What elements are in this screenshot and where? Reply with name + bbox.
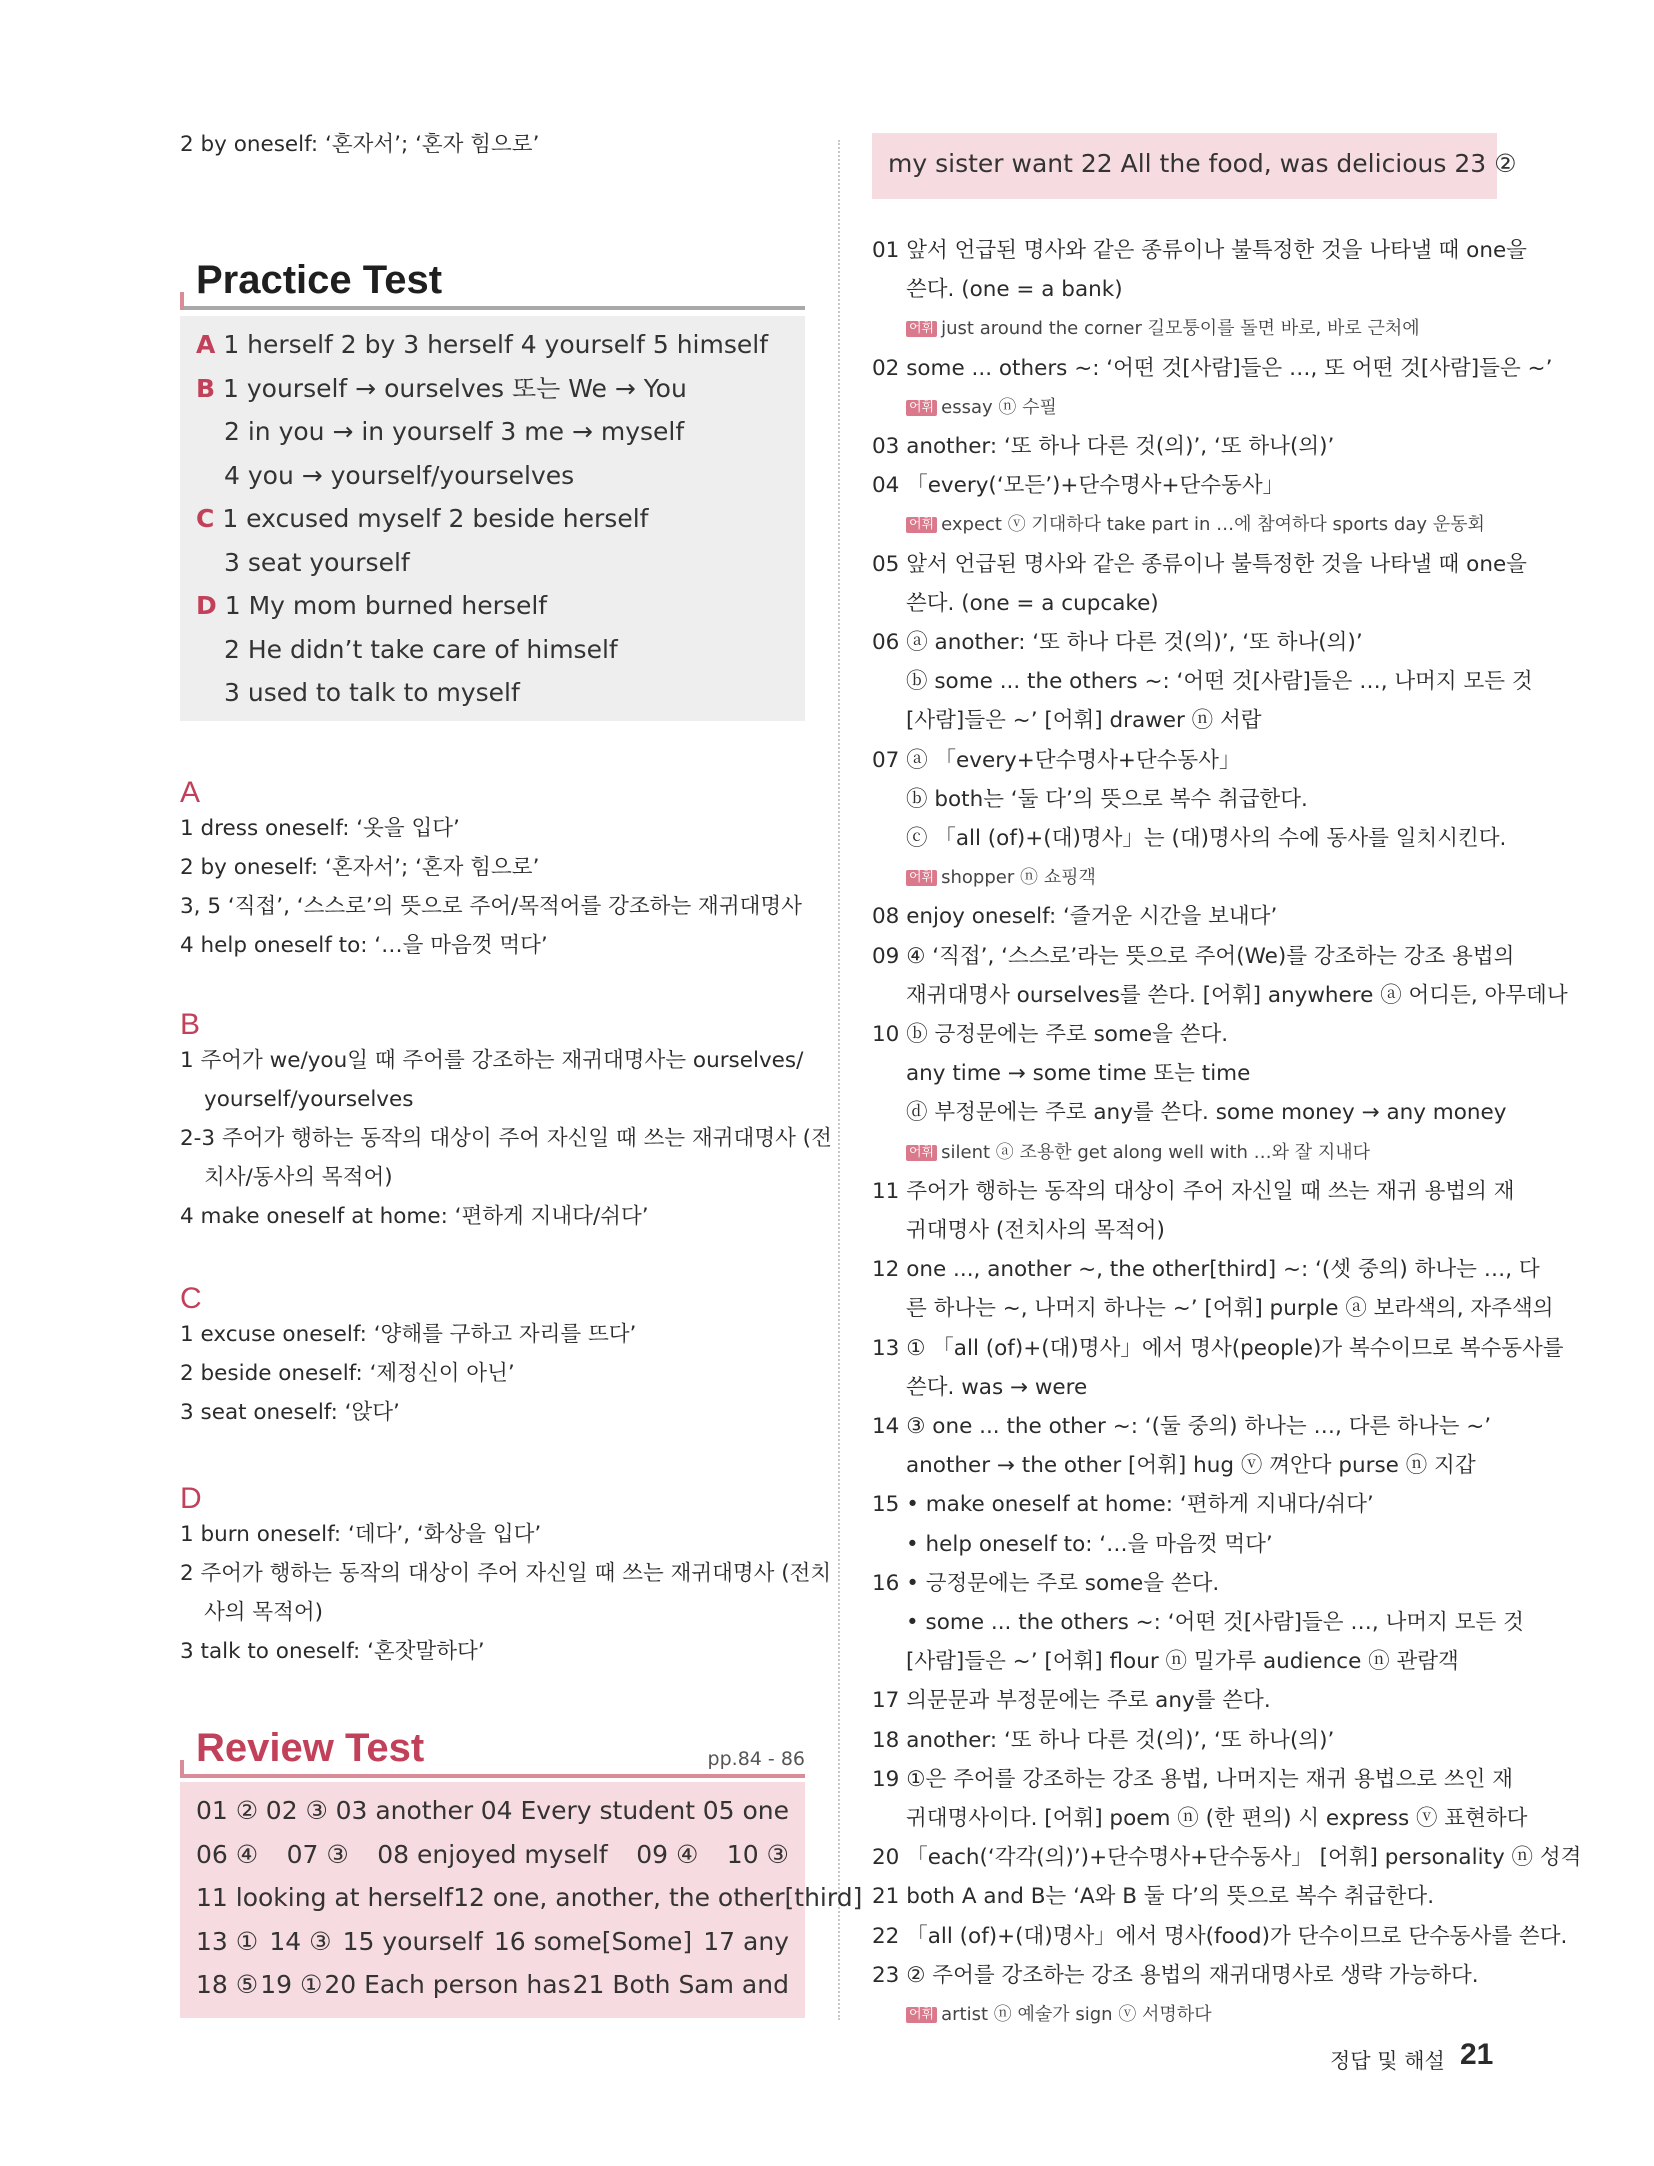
line-text: 22 「all (of)+(대)명사」에서 명사(food)가 단수이므로 단수동사를 쓴다. bbox=[872, 1923, 1568, 1949]
explanation-line bbox=[906, 1098, 1506, 1128]
review-answer: 06 ④ bbox=[196, 1839, 259, 1869]
practice-test-title: Practice Test bbox=[196, 258, 443, 302]
explanation-line bbox=[906, 667, 1533, 697]
practice-section-letter: A bbox=[196, 330, 216, 359]
explanation-line bbox=[906, 706, 1262, 736]
explanation-line: 3 talk to oneself: ‘혼잣말하다’ bbox=[180, 1639, 485, 1664]
column-divider bbox=[838, 140, 840, 2020]
vocab-badge: 어휘 bbox=[906, 870, 937, 886]
review-answer: 18 ⑤ bbox=[196, 1970, 259, 1999]
line-text: 06 ⓐ another: ‘또 하나 다른 것(의)’, ‘또 하나(의)’ bbox=[872, 630, 1363, 655]
explanation-line bbox=[906, 1804, 1527, 1834]
line-text: 11 주어가 행하는 동작의 대상이 주어 자신일 때 쓰는 재귀 용법의 재 bbox=[872, 1178, 1515, 1204]
review-title-corner bbox=[180, 1760, 184, 1778]
explanation-line bbox=[872, 1177, 1515, 1207]
explanation-line bbox=[906, 1373, 1087, 1403]
explanation-line: 1 burn oneself: ‘데다’, ‘화상을 입다’ bbox=[180, 1522, 542, 1547]
vocab-badge: 어휘 bbox=[906, 517, 937, 533]
practice-answer-text: 1 herself 2 by 3 herself 4 yourself 5 himself bbox=[223, 330, 769, 359]
explanation-line: yourself/yourselves bbox=[204, 1087, 414, 1112]
practice-answer-row bbox=[224, 633, 618, 667]
explanation-line bbox=[872, 902, 1277, 932]
review-answer: 16 some[Some] bbox=[493, 1926, 693, 1956]
practice-section-letter: C bbox=[196, 504, 215, 533]
explanation-line: 4 make oneself at home: ‘편하게 지내다/쉬다’ bbox=[180, 1204, 649, 1229]
line-text: 16 • 긍정문에는 주로 some을 쓴다. bbox=[872, 1570, 1220, 1596]
line-text: 04 「every(‘모든’)+단수명사+단수동사」 bbox=[872, 473, 1285, 499]
vocab-line bbox=[906, 863, 1096, 893]
line-text: 재귀대명사 ourselves를 쓴다. [어휘] anywhere ⓐ 어디든, 아무데나 bbox=[906, 982, 1568, 1008]
review-answer: 03 another bbox=[335, 1796, 474, 1825]
line-text: 20 「each(‘각각(의)’)+단수명사+단수동사」 [어휘] personality ⓝ 성격 bbox=[872, 1845, 1582, 1871]
review-answer-row bbox=[196, 1925, 789, 1959]
practice-answer-text: 2 He didn’t take care of himself bbox=[224, 634, 618, 664]
explanation-line: 1 dress oneself: ‘옷을 입다’ bbox=[180, 816, 460, 841]
review-answer: 02 ③ bbox=[265, 1796, 328, 1825]
line-text: 쓴다. was → were bbox=[906, 1374, 1088, 1400]
practice-answer-row bbox=[224, 459, 574, 493]
line-text: 귀대명사 (전치사의 목적어) bbox=[906, 1218, 1165, 1243]
vocab-line bbox=[906, 2000, 1212, 2030]
explanation-line bbox=[872, 354, 1552, 384]
explanation-line: 1 excuse oneself: ‘양해를 구하고 자리를 뜨다’ bbox=[180, 1322, 637, 1347]
vocab-line bbox=[906, 510, 1485, 540]
section-letter: A bbox=[180, 776, 201, 809]
line-text: 08 enjoy oneself: ‘즐거운 시간을 보내다’ bbox=[872, 904, 1278, 930]
review-page-range: pp.84 - 86 bbox=[707, 1748, 805, 1770]
line-text: ⓒ 「all (of)+(대)명사」는 (대)명사의 수에 동사를 일치시킨다. bbox=[906, 826, 1507, 851]
line-text: 13 ① 「all (of)+(대)명사」에서 명사(people)가 복수이므로 복수동사를 bbox=[872, 1335, 1564, 1361]
explanation-line: 3, 5 ‘직접’, ‘스스로’의 뜻으로 주어/목적어를 강조하는 재귀대명사 bbox=[180, 894, 802, 919]
practice-answer-row bbox=[224, 415, 684, 449]
explanation-line: 3 seat oneself: ‘앉다’ bbox=[180, 1400, 400, 1425]
vocab-line bbox=[906, 1138, 1370, 1168]
explanation-line bbox=[872, 1334, 1564, 1364]
review-answer: 12 one, another, the other[third] bbox=[453, 1883, 863, 1912]
line-text: ⓓ 부정문에는 주로 any를 쓴다. some money → any money bbox=[906, 1100, 1507, 1126]
explanation-line bbox=[906, 1530, 1273, 1560]
review-answer-row bbox=[196, 1881, 863, 1915]
review-answer: 07 ③ bbox=[286, 1839, 349, 1869]
vocab-badge: 어휘 bbox=[906, 321, 937, 337]
review-title-bar bbox=[180, 1774, 805, 1778]
line-text: 18 another: ‘또 하나 다른 것(의)’, ‘또 하나(의)’ bbox=[872, 1727, 1335, 1753]
line-text: 14 ③ one ... the other ~: ‘(둘 중의) 하나는 …, 다른 하나는 ~’ bbox=[872, 1414, 1492, 1439]
review-answer: 20 Each person has bbox=[324, 1970, 571, 1999]
explanation-line bbox=[906, 981, 1568, 1011]
explanation-line bbox=[906, 1294, 1554, 1324]
line-text: 른 하나는 ~, 나머지 하나는 ~’ [어휘] purple ⓐ 보라색의, 자주색의 bbox=[906, 1296, 1554, 1322]
line-text: ⓑ some ... the others ~: ‘어떤 것[사람]들은 …, 나머지 모든 것 bbox=[906, 669, 1533, 695]
explanation-line bbox=[872, 628, 1363, 658]
review-answer-row bbox=[196, 1838, 789, 1872]
line-text: 03 another: ‘또 하나 다른 것(의)’, ‘또 하나(의)’ bbox=[872, 434, 1335, 459]
practice-answer-row bbox=[196, 589, 547, 623]
explanation-line: 1 주어가 we/you일 때 주어를 강조하는 재귀대명사는 ourselves/ bbox=[180, 1048, 804, 1073]
practice-section-letter: B bbox=[196, 373, 216, 403]
review-answer: 19 ① bbox=[260, 1970, 323, 1999]
line-text: 12 one ..., another ~, the other[third] ~: ‘(셋 중의) 하나는 …, 다 bbox=[872, 1257, 1540, 1283]
line-text: 05 앞서 언급된 명사와 같은 종류이나 불특정한 것을 나타낼 때 one을 bbox=[872, 551, 1527, 577]
explanation-line bbox=[872, 1726, 1334, 1756]
practice-answer-row bbox=[196, 328, 768, 362]
explanation-line bbox=[872, 1490, 1374, 1520]
line-text: • some ... the others ~: ‘어떤 것[사람]들은 …, 나머지 모든 것 bbox=[906, 1610, 1524, 1635]
review-answer: 14 ③ bbox=[269, 1926, 332, 1956]
explanation-line bbox=[872, 1882, 1434, 1912]
line-text: 01 앞서 언급된 명사와 같은 종류이나 불특정한 것을 나타낼 때 one을 bbox=[872, 238, 1527, 263]
top-answer-text: my sister want 22 All the food, was delicious 23 ② bbox=[888, 149, 1517, 178]
explanation-line bbox=[872, 942, 1514, 972]
line-text: just around the corner 길모퉁이를 돌면 바로, 바로 근처에 bbox=[941, 318, 1420, 340]
review-answer: 13 ① bbox=[196, 1926, 259, 1956]
line-text: 귀대명사이다. [어휘] poem ⓝ (한 편의) 시 express ⓥ 표현하다 bbox=[906, 1806, 1528, 1831]
section-letter: D bbox=[180, 1482, 202, 1515]
vocab-badge: 어휘 bbox=[906, 2007, 937, 2023]
explanation-line bbox=[872, 746, 1240, 776]
practice-title-bar bbox=[180, 306, 805, 310]
line-text: silent ⓐ 조용한 get along well with …와 잘 지내다 bbox=[941, 1141, 1371, 1163]
line-text: ⓑ both는 ‘둘 다’의 뜻으로 복수 취급한다. bbox=[906, 786, 1308, 812]
line-text: 09 ④ ‘직접’, ‘스스로’라는 뜻으로 주어(We)를 강조하는 강조 용법의 bbox=[872, 943, 1515, 969]
line-text: artist ⓝ 예술가 sign ⓥ 서명하다 bbox=[941, 2004, 1212, 2025]
explanation-line bbox=[872, 1569, 1219, 1599]
review-test-title: Review Test bbox=[196, 1726, 425, 1770]
vocab-line bbox=[906, 393, 1057, 423]
explanation-line: 치사/동사의 목적어) bbox=[204, 1165, 393, 1190]
practice-section-letter: D bbox=[196, 591, 217, 620]
explanation-line: 4 help oneself to: ‘…을 마음껏 먹다’ bbox=[180, 933, 548, 958]
explanation-line bbox=[872, 1686, 1271, 1716]
line-text: 17 의문문과 부정문에는 주로 any를 쓴다. bbox=[872, 1688, 1271, 1714]
review-answer: 15 yourself bbox=[342, 1926, 483, 1956]
footer-label: 정답 및 해설 bbox=[1330, 2049, 1445, 2073]
explanation-line bbox=[906, 1608, 1524, 1638]
explanation-line bbox=[872, 1765, 1513, 1795]
review-answer-row bbox=[196, 1794, 789, 1828]
line-text: expect ⓥ 기대하다 take part in …에 참여하다 sports day 운동회 bbox=[941, 514, 1485, 536]
review-answer-row bbox=[196, 1968, 789, 2002]
line-text: shopper ⓝ 쇼핑객 bbox=[941, 867, 1096, 889]
explanation-line bbox=[906, 1451, 1476, 1481]
explanation-line bbox=[906, 1647, 1459, 1677]
explanation-line bbox=[872, 1843, 1581, 1873]
line-text: 15 • make oneself at home: ‘편하게 지내다/쉬다’ bbox=[872, 1492, 1374, 1518]
explanation-line: 2 beside oneself: ‘제정신이 아닌’ bbox=[180, 1361, 515, 1386]
line-text: another → the other [어휘] hug ⓥ 껴안다 purse ⓝ 지갑 bbox=[906, 1453, 1476, 1479]
practice-answer-text: 2 in you → in yourself 3 me → myself bbox=[224, 417, 685, 446]
line-text: [사람]들은 ~’ [어휘] flour ⓝ 밀가루 audience ⓝ 관람객 bbox=[906, 1649, 1459, 1675]
practice-answer-row bbox=[224, 546, 410, 580]
vocab-badge: 어휘 bbox=[906, 1145, 937, 1161]
line-text: 쓴다. (one = a bank) bbox=[906, 277, 1123, 303]
explanation-line: 2 by oneself: ‘혼자서’; ‘혼자 힘으로’ bbox=[180, 855, 540, 880]
section-letter: C bbox=[180, 1282, 202, 1315]
line-text: 23 ② 주어를 강조하는 강조 용법의 재귀대명사로 생략 가능하다. bbox=[872, 1962, 1479, 1988]
practice-answer-text: 1 yourself → ourselves 또는 We → You bbox=[223, 373, 687, 403]
explanation-line bbox=[872, 471, 1284, 501]
top-answer-box bbox=[872, 133, 1517, 199]
page-number: 21 bbox=[1460, 2038, 1494, 2071]
practice-answer-text: 1 excused myself 2 beside herself bbox=[222, 504, 649, 533]
line-text: • help oneself to: ‘…을 마음껏 먹다’ bbox=[906, 1531, 1273, 1557]
explanation-line: 2-3 주어가 행하는 동작의 대상이 주어 자신일 때 쓰는 재귀대명사 (전 bbox=[180, 1126, 832, 1151]
practice-title-corner bbox=[180, 292, 184, 310]
practice-answer-row bbox=[196, 372, 687, 406]
line-text: 10 ⓑ 긍정문에는 주로 some을 쓴다. bbox=[872, 1022, 1229, 1047]
review-answer: 10 ③ bbox=[726, 1839, 789, 1869]
line-text: 쓴다. (one = a cupcake) bbox=[906, 590, 1159, 616]
vocab-badge: 어휘 bbox=[906, 400, 937, 416]
review-answer: 01 ② bbox=[196, 1796, 259, 1825]
explanation-line bbox=[906, 824, 1506, 854]
review-answer: 04 Every student bbox=[480, 1796, 696, 1825]
practice-answer-text: 1 My mom burned herself bbox=[224, 591, 548, 620]
explanation-line: 사의 목적어) bbox=[204, 1600, 324, 1625]
explanation-line bbox=[906, 1216, 1165, 1246]
review-answer: 09 ④ bbox=[636, 1839, 699, 1869]
line-text: 21 both A and B는 ‘A와 B 둘 다’의 뜻으로 복수 취급한다. bbox=[872, 1884, 1435, 1910]
line-text: 19 ①은 주어를 강조하는 강조 용법, 나머지는 재귀 용법으로 쓰인 재 bbox=[872, 1766, 1514, 1792]
explanation-line bbox=[872, 1922, 1567, 1952]
explanation-line bbox=[872, 236, 1527, 266]
top-line: 2 by oneself: ‘혼자서’; ‘혼자 힘으로’ bbox=[180, 132, 540, 157]
practice-answer-row bbox=[224, 676, 520, 710]
explanation-line bbox=[872, 432, 1334, 462]
practice-answer-box bbox=[180, 316, 805, 721]
explanation-line bbox=[872, 1961, 1479, 1991]
line-text: 07 ⓐ 「every+단수명사+단수동사」 bbox=[872, 747, 1241, 773]
practice-answer-text: 3 used to talk to myself bbox=[224, 678, 520, 707]
review-answer: 08 enjoyed myself bbox=[377, 1839, 608, 1869]
explanation-line bbox=[872, 550, 1527, 580]
practice-answer-row bbox=[196, 502, 648, 536]
review-answer: 17 any bbox=[703, 1926, 789, 1956]
vocab-line bbox=[906, 314, 1420, 344]
review-answer: 21 Both Sam and bbox=[572, 1970, 789, 1999]
review-answer: 11 looking at herself bbox=[196, 1883, 454, 1912]
explanation-line bbox=[906, 589, 1159, 619]
explanation-line: 2 주어가 행하는 동작의 대상이 주어 자신일 때 쓰는 재귀대명사 (전치 bbox=[180, 1561, 832, 1586]
explanation-line bbox=[872, 1412, 1491, 1442]
practice-answer-text: 3 seat yourself bbox=[224, 547, 410, 577]
practice-answer-text: 4 you → yourself/yourselves bbox=[224, 460, 575, 490]
line-text: essay ⓝ 수필 bbox=[941, 396, 1057, 418]
line-text: [사람]들은 ~’ [어휘] drawer ⓝ 서랍 bbox=[906, 708, 1262, 734]
explanation-line bbox=[872, 1020, 1228, 1050]
explanation-line bbox=[906, 1059, 1250, 1089]
explanation-line bbox=[906, 275, 1123, 305]
line-text: 02 some ... others ~: ‘어떤 것[사람]들은 …, 또 어떤 것[사람]들은 ~’ bbox=[872, 355, 1553, 381]
section-letter: B bbox=[180, 1008, 201, 1041]
explanation-line bbox=[906, 785, 1308, 815]
explanation-line bbox=[872, 1255, 1540, 1285]
line-text: any time → some time 또는 time bbox=[906, 1061, 1251, 1087]
review-answer-box bbox=[180, 1782, 863, 2018]
review-answer: 05 one bbox=[702, 1796, 789, 1825]
